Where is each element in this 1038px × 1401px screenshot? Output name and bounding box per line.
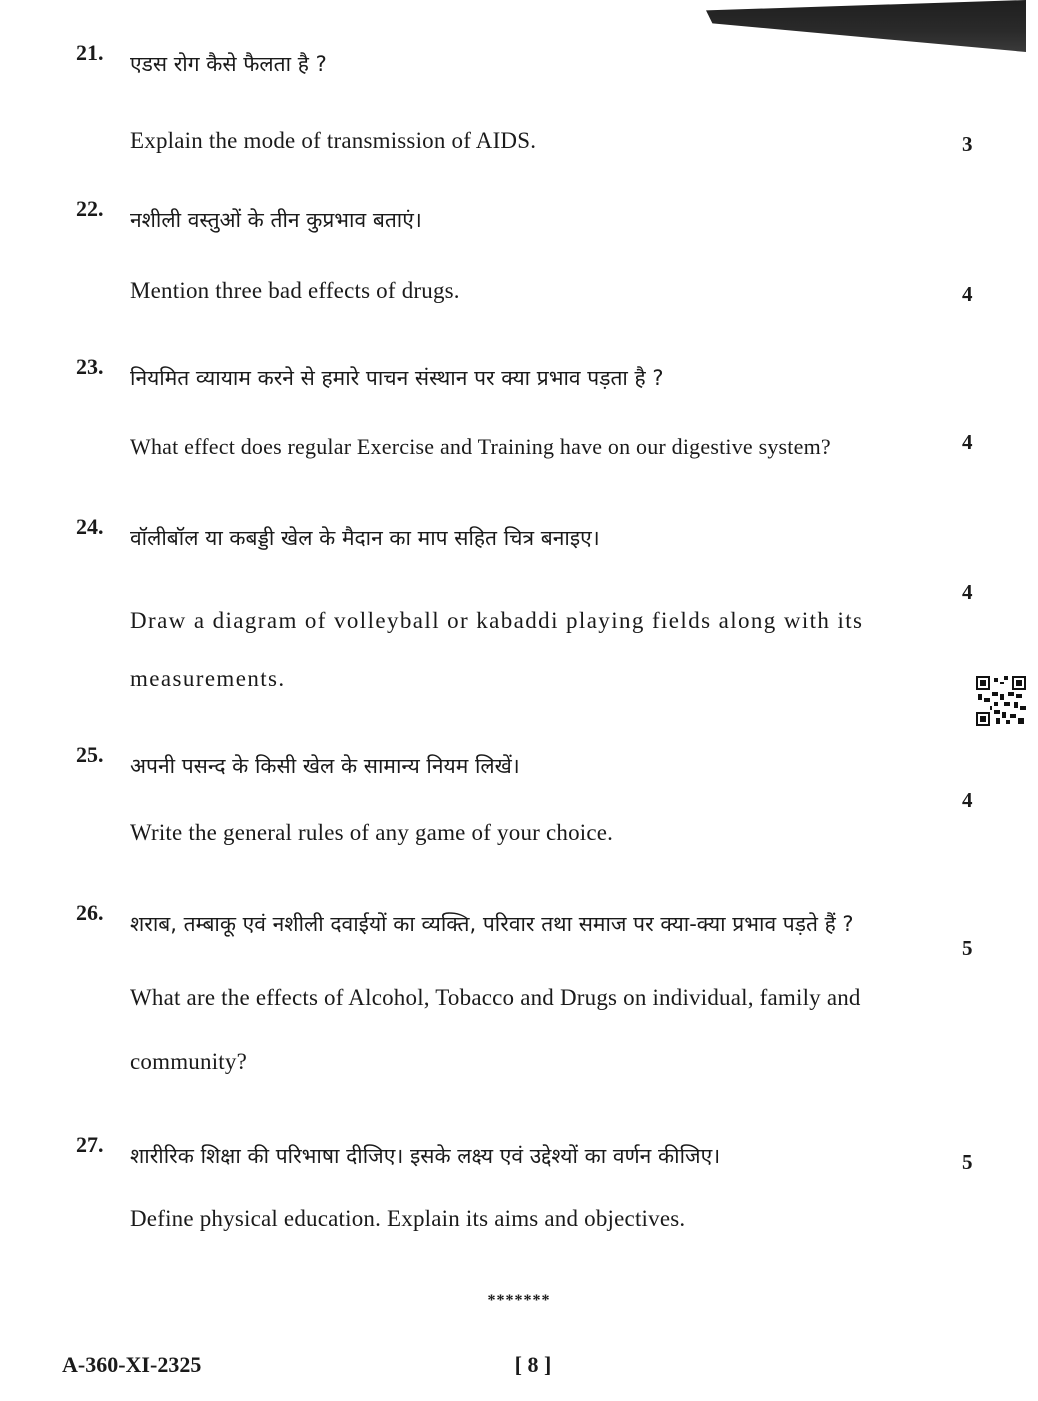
question-english: What are the effects of Alcohol, Tobacco and Drugs on individual, family and community? (130, 985, 861, 1074)
question-hindi: एडस रोग कैसे फैलता है ? (130, 52, 327, 76)
qr-code (976, 676, 1026, 726)
question-english: Draw a diagram of volleyball or kabaddi playing fields along with its measurements. (130, 608, 864, 691)
question-hindi: शराब, तम्बाकू एवं नशीली दवाईयों का व्यक्ति, परिवार तथा समाज पर क्या-क्या प्रभाव पड़ते हैं ? (130, 912, 854, 936)
question-marks: 5 (962, 1150, 973, 1174)
question-marks: 3 (962, 132, 973, 156)
question-number: 22. (76, 196, 104, 221)
question-number: 23. (76, 354, 104, 379)
question-marks: 4 (962, 430, 973, 454)
question-number: 25. (76, 742, 104, 767)
question-english: Explain the mode of transmission of AIDS. (130, 128, 537, 153)
page-number: [ 8 ] (514, 1352, 552, 1377)
question-marks: 4 (962, 282, 973, 306)
question-number: 26. (76, 900, 104, 925)
question-number: 27. (76, 1132, 104, 1157)
question-hindi: नियमित व्यायाम करने से हमारे पाचन संस्थान पर क्या प्रभाव पड़ता है ? (130, 366, 664, 390)
scan-shadow-edge (706, 0, 1026, 52)
question-marks: 4 (962, 580, 973, 604)
question-marks: 4 (962, 788, 973, 812)
end-of-paper-marker: ******* (487, 1292, 551, 1309)
question-hindi: वॉलीबॉल या कबड्डी खेल के मैदान का माप सहित चित्र बनाइए। (130, 526, 600, 550)
question-hindi: शारीरिक शिक्षा की परिभाषा दीजिए। इसके लक्ष्य एवं उद्देश्यों का वर्णन कीजिए। (130, 1144, 721, 1168)
question-hindi: अपनी पसन्द के किसी खेल के सामान्य नियम लिखें। (130, 754, 520, 778)
question-number: 21. (76, 40, 104, 65)
paper-code: A-360-XI-2325 (62, 1352, 202, 1377)
question-english: Define physical education. Explain its aims and objectives. (130, 1206, 686, 1231)
question-number: 24. (76, 514, 104, 539)
question-marks: 5 (962, 936, 973, 960)
question-hindi: नशीली वस्तुओं के तीन कुप्रभाव बताएं। (130, 208, 422, 232)
question-english: What effect does regular Exercise and Training have on our digestive system? (130, 434, 831, 459)
question-english: Mention three bad effects of drugs. (130, 278, 460, 303)
question-english: Write the general rules of any game of your choice. (130, 820, 614, 845)
